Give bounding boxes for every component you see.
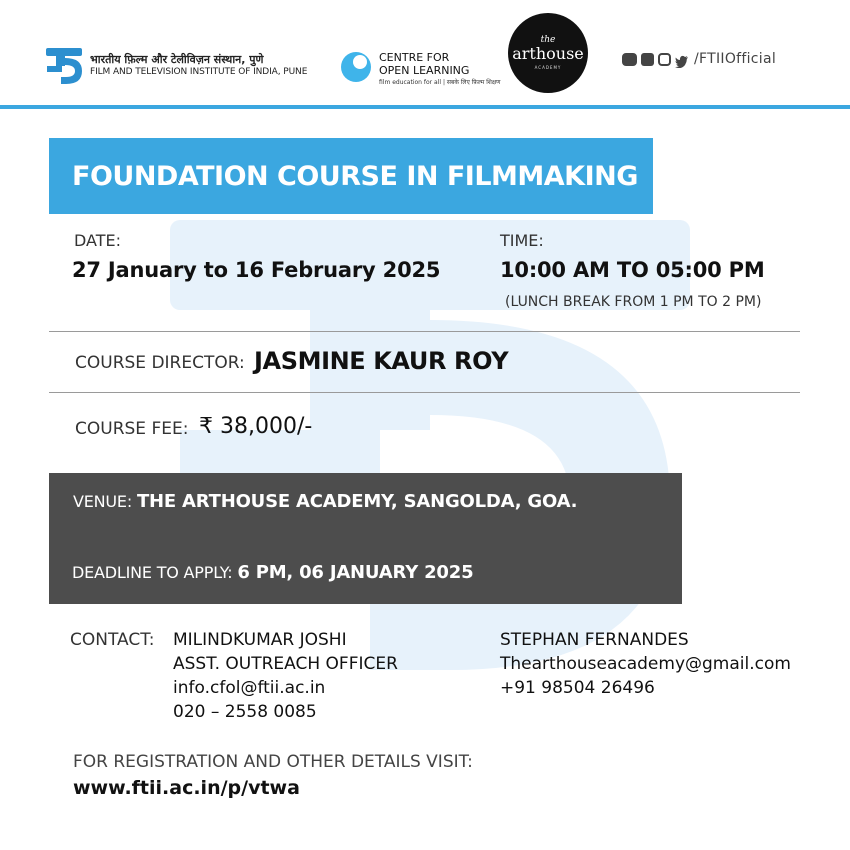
fee-label: COURSE FEE: — [75, 419, 189, 439]
time-note: (LUNCH BREAK FROM 1 PM TO 2 PM) — [505, 294, 762, 310]
contact1-email[interactable]: info.cfol@ftii.ac.in — [173, 678, 326, 698]
arthouse-logo-academy: ACADEMY — [534, 65, 562, 70]
youtube-icon[interactable] — [622, 53, 637, 66]
ftii-name-english: FILM AND TELEVISION INSTITUTE OF INDIA, PUNE — [90, 67, 308, 77]
fee-value: ₹ 38,000/- — [199, 414, 313, 439]
arthouse-logo-the: the — [540, 35, 556, 45]
cfol-name-line2: OPEN LEARNING — [379, 64, 470, 77]
deadline-label: DEADLINE TO APPLY: — [72, 563, 233, 582]
venue-box — [49, 473, 682, 604]
ftii-logo-icon — [44, 44, 84, 86]
venue-label: VENUE: — [73, 492, 133, 511]
venue-value: THE ARTHOUSE ACADEMY, SANGOLDA, GOA. — [136, 491, 578, 512]
contact2-name: STEPHAN FERNANDES — [500, 630, 689, 650]
course-title-bar — [49, 138, 653, 214]
director-name: JASMINE KAUR ROY — [254, 347, 509, 375]
cfol-logo-icon — [340, 50, 374, 82]
contact2-phone[interactable]: +91 98504 26496 — [500, 678, 655, 698]
deadline-line — [72, 562, 473, 583]
arthouse-logo — [508, 13, 588, 93]
contact2-email[interactable]: Thearthouseacademy@gmail.com — [500, 654, 791, 674]
facebook-icon[interactable] — [641, 53, 654, 66]
contact1-phone[interactable]: 020 – 2558 0085 — [173, 702, 317, 722]
ftii-name-hindi: भारतीय फ़िल्म और टेलीविज़न संस्थान, पुणे — [90, 53, 264, 66]
time-value: 10:00 AM TO 05:00 PM — [500, 258, 765, 282]
cfol-tagline: film education for all | सबके लिए फ़िल्म शिक्षण — [379, 79, 501, 86]
time-label: TIME: — [500, 231, 544, 250]
arthouse-logo-name: arthouse — [512, 44, 584, 63]
registration-link[interactable]: www.ftii.ac.in/p/vtwa — [73, 777, 300, 799]
date-value: 27 January to 16 February 2025 — [72, 258, 441, 282]
deadline-value: 6 PM, 06 JANUARY 2025 — [237, 562, 474, 583]
header — [0, 0, 850, 106]
director-label: COURSE DIRECTOR: — [75, 353, 245, 373]
divider — [49, 331, 800, 332]
registration-label: FOR REGISTRATION AND OTHER DETAILS VISIT: — [73, 752, 473, 772]
contact1-name: MILINDKUMAR JOSHI — [173, 630, 347, 650]
date-label: DATE: — [74, 231, 122, 250]
social-handle[interactable]: /FTIIOfficial — [694, 51, 777, 67]
venue-line — [73, 491, 577, 512]
instagram-icon[interactable] — [658, 53, 671, 66]
twitter-icon[interactable] — [675, 53, 688, 66]
contact-label: CONTACT: — [70, 630, 155, 650]
divider — [49, 392, 800, 393]
cfol-name-line1: CENTRE FOR — [379, 51, 450, 64]
course-title: FOUNDATION COURSE IN FILMMAKING — [72, 161, 638, 192]
header-divider — [0, 105, 850, 109]
contact1-role: ASST. OUTREACH OFFICER — [173, 654, 398, 674]
